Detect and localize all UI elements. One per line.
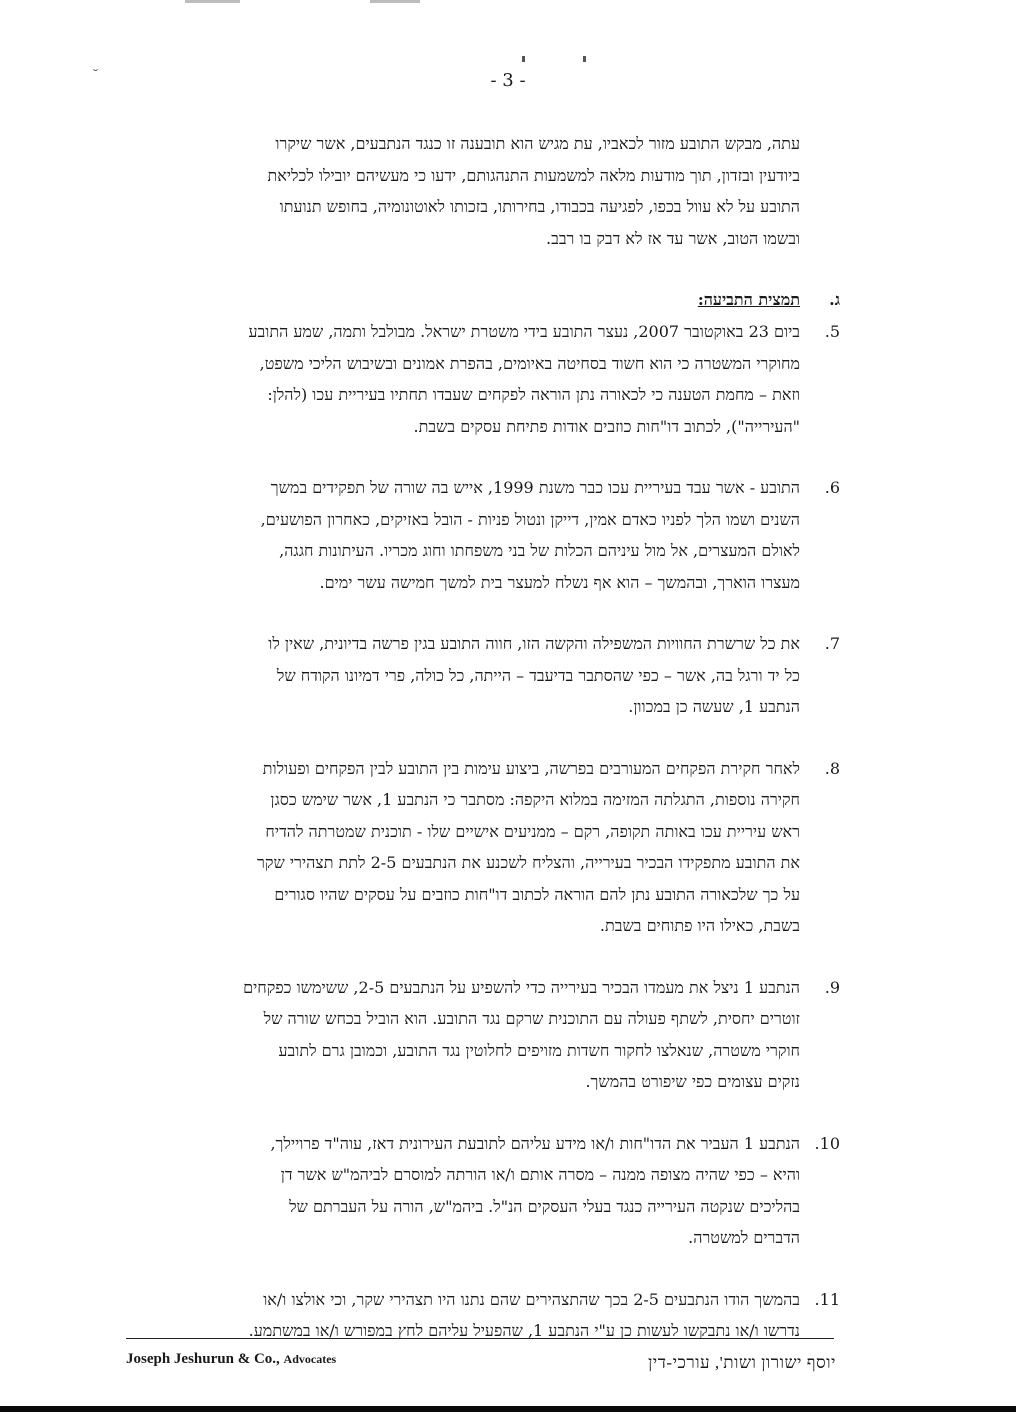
intro-paragraph: [120, 128, 840, 254]
paragraph-line: לאחר חקירת הפקחים המעורבים בפרשה, ביצוע עימות בין התובע לבין הפקחים ופעולות: [262, 758, 800, 778]
firm-name-english: [126, 1351, 336, 1368]
paragraph-line: וזאת – מחמת הטענה כי לכאורה נתן הוראה לפקחים שעבדו תחתיו בעיריית עכו (להלן:: [267, 385, 800, 404]
paragraph-line: בשבת, כאילו היו פתוחים בשבת.: [599, 916, 800, 935]
numbered-paragraph-5: [120, 316, 840, 442]
paragraph-line: חקירה נוספות, התגלתה המזימה במלוא היקפה: מסתבר כי הנתבע 1, אשר שימש כסגן: [270, 790, 800, 809]
page-number: - 3 -: [490, 70, 526, 91]
section-title: תמצית התביעה:: [697, 290, 800, 309]
paragraph-line: בהליכים שנקטה העירייה כנגד בעלי העסקים הנ"ל. ביהמ"ש, הורה על העברתם של: [289, 1196, 800, 1216]
paragraph-number: 5.: [824, 322, 840, 341]
paragraph-line: חוקרי משטרה, שנאלצו לחקור חשדות מזויפים לחלוטין נגד התובע, וכמובן גרם לתובע: [278, 1040, 800, 1060]
paragraph-line: כל יד ורגל בה, אשר – כפי שהסתבר בדיעבד – הייתה, כל כולה, פרי דמיונו הקודח של: [276, 665, 800, 685]
paragraph-number: 7.: [824, 634, 840, 653]
paragraph-line: את התובע מתפקידו הבכיר בעירייה, והצליח לשכנע את הנתבעים 2-5 לתת תצהירי שקר: [257, 853, 800, 872]
paragraph-line: ביום 23 באוקטובר 2007, נעצר התובע בידי משטרת ישראל. מבולבל ותמה, שמע התובע: [248, 322, 800, 341]
paragraph-line: זוטרים יחסית, לשתף פעולה עם התוכנית שרקם נגד התובע. הוא הוביל בכחש שורה של: [263, 1009, 800, 1028]
firm-name-hebrew: יוסף ישורון ושות', עורכי-דין: [647, 1353, 836, 1372]
scan-artifact-tick: [522, 56, 525, 62]
paragraph-line: הנתבע 1 העביר את הדו"חות ו/או מידע עליהם לתובעת העירונית דאז, עוה"ד פרויילך,: [270, 1133, 800, 1153]
paragraph-line: והיא – כפי שהיה מצופה ממנה – מסרה אותם ו/או הורתה למוסרם לביהמ"ש אשר דן: [280, 1165, 800, 1184]
intro-line: ובשמו הטוב, אשר עד אז לא דבק בו רבב.: [546, 228, 800, 248]
paragraph-line: על כך שלכאורה התובע נתן להם הוראה לכתוב דו"חות כוזבים על עסקים שהיו סגורים: [274, 884, 800, 904]
firm-name-english-text: Joseph Jeshurun & Co.,: [126, 1351, 280, 1367]
numbered-paragraph-9: [120, 972, 840, 1098]
numbered-paragraph-10: [120, 1128, 840, 1254]
scan-top-mark-left: [185, 0, 240, 3]
section-label: ג.: [829, 290, 840, 309]
paragraph-line: מעצרו הוארך, ובהמשך – הוא אף נשלח למעצר בית למשך חמישה עשר ימים.: [319, 572, 800, 592]
numbered-paragraph-8: [120, 753, 840, 942]
paragraph-line: נזקים עצומים כפי שיפורט בהמשך.: [585, 1072, 800, 1091]
paragraph-line: את כל שרשרת החוויות המשפילה והקשה הזו, חווה התובע בגין פרשה בדיונית, שאין לו: [268, 634, 800, 653]
paragraph-line: נדרשו ו/או נתבקשו לעשות כן ע"י הנתבע 1, שהפעיל עליהם לחץ במפורש ו/או במשתמע.: [248, 1321, 800, 1340]
paragraph-number: 6.: [824, 478, 840, 497]
paragraph-line: מחוקרי המשטרה כי הוא חשוד בסחיטה באיומים, בהפרת אמונים ובשיבוש הליכי משפט,: [259, 353, 800, 373]
paragraph-number: 11.: [814, 1289, 840, 1309]
paragraph-line: בהמשך הודו הנתבעים 2-5 בכך שהתצהירים שהם נתנו היו תצהירי שקר, וכי אולצו ו/או: [263, 1289, 800, 1309]
numbered-paragraph-7: [120, 628, 840, 723]
paragraph-line: ראש עיריית עכו באותה תקופה, רקם – ממניעים אישיים שלו - תוכנית שמטרתה להדיח: [265, 821, 800, 841]
section-heading: [120, 284, 840, 314]
paragraph-number: 8.: [824, 758, 840, 778]
paragraph-line: הנתבע 1 ניצל את מעמדו הבכיר בעירייה כדי להשפיע על הנתבעים 2-5, ששימשו כפקחים: [243, 977, 800, 997]
paragraph-line: השנים ושמו הלך לפניו כאדם אמין, דייקן ונטול פניות - הובל באזיקים, כאחרון הפושעים,: [260, 509, 800, 529]
intro-line: עתה, מבקש התובע מזור לכאביו, עת מגיש הוא תובענה זו כנגד הנתבעים, אשר שיקרו: [275, 134, 800, 153]
paragraph-line: לאולם המעצרים, אל מול עיניהם הכלות של בני משפחתו וחוג מכריו. העיתונות חגגה,: [279, 541, 800, 560]
scan-bottom-edge: [0, 1406, 1016, 1412]
numbered-paragraph-6: [120, 472, 840, 598]
paragraph-line: התובע - אשר עבד בעיריית עכו כבר משנת 1999, אייש בה שורה של תפקידים במשך: [270, 478, 800, 497]
intro-line: התובע על לא עוול בכפו, לפגיעה בכבודו, בחירותו, בזכותו לאוטונומיה, בחופש תנועתו: [279, 197, 800, 216]
paragraph-line: "העירייה"), לכתוב דו"חות כוזבים אודות פתיחת עסקים בשבת.: [413, 416, 800, 436]
paragraph-line: הנתבע 1, שעשה כן במכוון.: [628, 697, 800, 716]
paragraph-number: 9.: [824, 977, 840, 997]
scan-artifact-tick: [583, 56, 586, 62]
firm-name-english-suffix: Advocates: [283, 1352, 337, 1366]
document-body: [120, 128, 840, 1347]
paragraph-line: הדברים למשטרה.: [688, 1228, 800, 1247]
footer-rule: [126, 1338, 834, 1339]
scan-artifact-mark: ˘: [92, 68, 99, 84]
paragraph-number: 10.: [814, 1133, 840, 1153]
scan-top-mark-right: [370, 0, 420, 3]
intro-line: ביודעין ובזדון, תוך מודעות מלאה למשמעות התנהגותם, ידעו כי מעשיהם יובילו לכליאת: [267, 165, 800, 185]
